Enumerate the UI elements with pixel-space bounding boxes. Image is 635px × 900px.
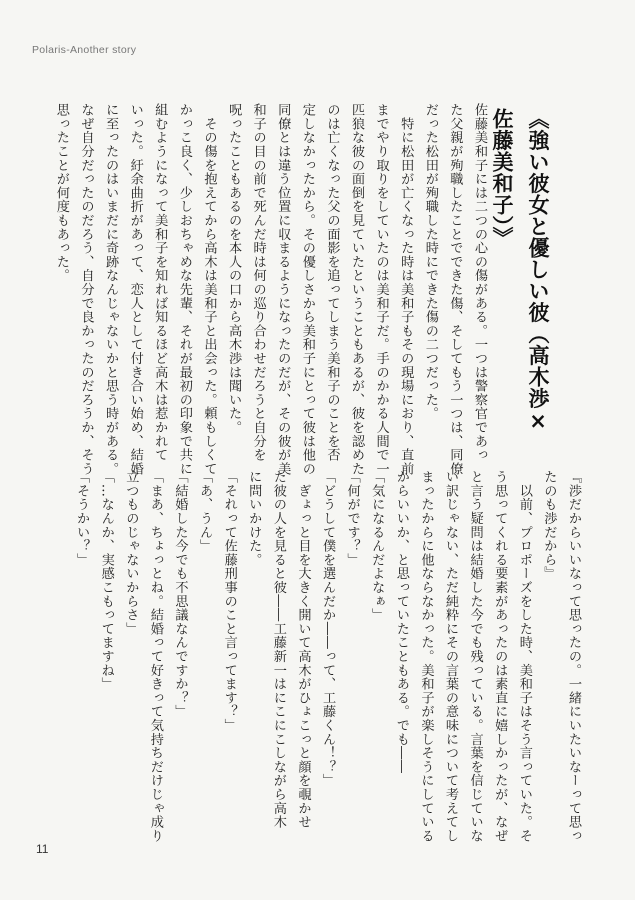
text-line: 佐藤美和子には二つの心の傷がある。一つは警察官であっ <box>472 103 487 462</box>
text-line: からいいか、と思っていたこともある。でも―― <box>393 470 409 774</box>
text-line: ぎょっと目を大きく開いて高木がひょこっと顔を覗かせ <box>295 470 311 829</box>
text-line: 「まあ、ちょっとね。結婚って好きって気持ちだけじゃ成り <box>147 470 163 843</box>
text-line: 組むようになって美和子を知れば知るほど高木は惹かれて <box>152 103 168 462</box>
text-line: たのも渉だから』 <box>541 470 557 581</box>
text-line: 定しなかったから。その優しさから美和子にとって彼は他の <box>299 103 315 476</box>
text-line: 「どうして僕を選んだか――って、工藤くん！？」 <box>320 470 336 788</box>
text-line: た彼の人を見ると彼――工藤新一はにこにこしながら高木 <box>270 470 286 829</box>
text-line: 『渉だからいいなって思ったの。一緒にいたいなーって思っ <box>566 470 581 843</box>
text-line: 「…なんか、実感こもってますね」 <box>98 470 114 691</box>
text-line: い訳じゃない、ただ純粋にその言葉の意味について考えてし <box>443 470 459 843</box>
text-line: まったからに他ならなかった。美和子が楽しそうにしている <box>418 470 434 843</box>
page-number: 11 <box>36 842 49 856</box>
text-line: 「そうかい？」 <box>74 470 90 567</box>
text-line: 「気になるんだよなぁ」 <box>369 470 385 622</box>
chapter-title: 《強い彼女と優しい彼（高木渉×佐藤美和子）》 <box>490 108 550 434</box>
text-line: た父親が殉職したことでできた傷、そしてもう一つは、同僚 <box>447 103 463 476</box>
running-header: Polaris-Another story <box>32 44 137 56</box>
text-line: 匹狼な彼の面倒を見ていたということもあるが、彼を認めた <box>349 103 365 476</box>
text-line: その傷を抱えてから高木は美和子と出会った。頼もしくて <box>201 103 217 476</box>
text-line: 「あ、うん」 <box>197 470 213 553</box>
text-line: なぜ自分だったのだろう、自分で良かったのだろうか、そう <box>78 103 94 476</box>
text-line: に問いかけた。 <box>246 470 262 567</box>
text-line: 特に松田が亡くなった時は美和子もその現場におり、直前 <box>398 103 414 476</box>
text-line: のは亡くなった父の面影を追ってしまう美和子のことを否 <box>324 103 340 462</box>
text-line: 和子の目の前で死んだ時は何の巡り合わせだろうと自分を <box>250 103 266 462</box>
text-line: いった。紆余曲折があって、恋人として付き合い始め、結婚 <box>127 103 143 476</box>
text-line: までやり取りをしていたのは美和子だ。手のかかる人間で一 <box>373 103 389 476</box>
text-line: だった松田が殉職した時にできた傷の二つだった。 <box>422 103 438 421</box>
text-line: 同僚とは違う位置に収まるようになったのだが、その彼が美 <box>275 103 291 476</box>
text-line: 呪ったこともあるのを本人の口から高木渉は聞いた。 <box>226 103 242 435</box>
text-line: 立つものじゃないからさ」 <box>123 470 139 636</box>
text-block-lower <box>74 470 585 843</box>
text-line: 以前、プロポーズをした時、美和子はそう言っていた。そ <box>516 470 532 843</box>
text-line: 「何がです？」 <box>344 470 360 567</box>
text-line: 「結婚した今でも不思議なんですか？」 <box>172 470 188 719</box>
text-line: う思ってくれる要素があったのは素直に嬉しかったが、なぜ <box>492 470 508 843</box>
text-line: に至ったのはいまだに奇跡なんじゃないかと思う時がある。 <box>103 103 119 476</box>
text-block-upper <box>47 103 491 476</box>
text-line: と言う疑問は結婚した今でも残っている。言葉を信じていな <box>467 470 483 843</box>
text-line: かっこ良く、少しおちゃめな先輩、それが最初の印象で共に <box>176 103 192 476</box>
text-line: 「それって佐藤刑事のこと言ってます？」 <box>221 470 237 733</box>
text-line: 思ったことが何度もあった。 <box>53 103 69 283</box>
